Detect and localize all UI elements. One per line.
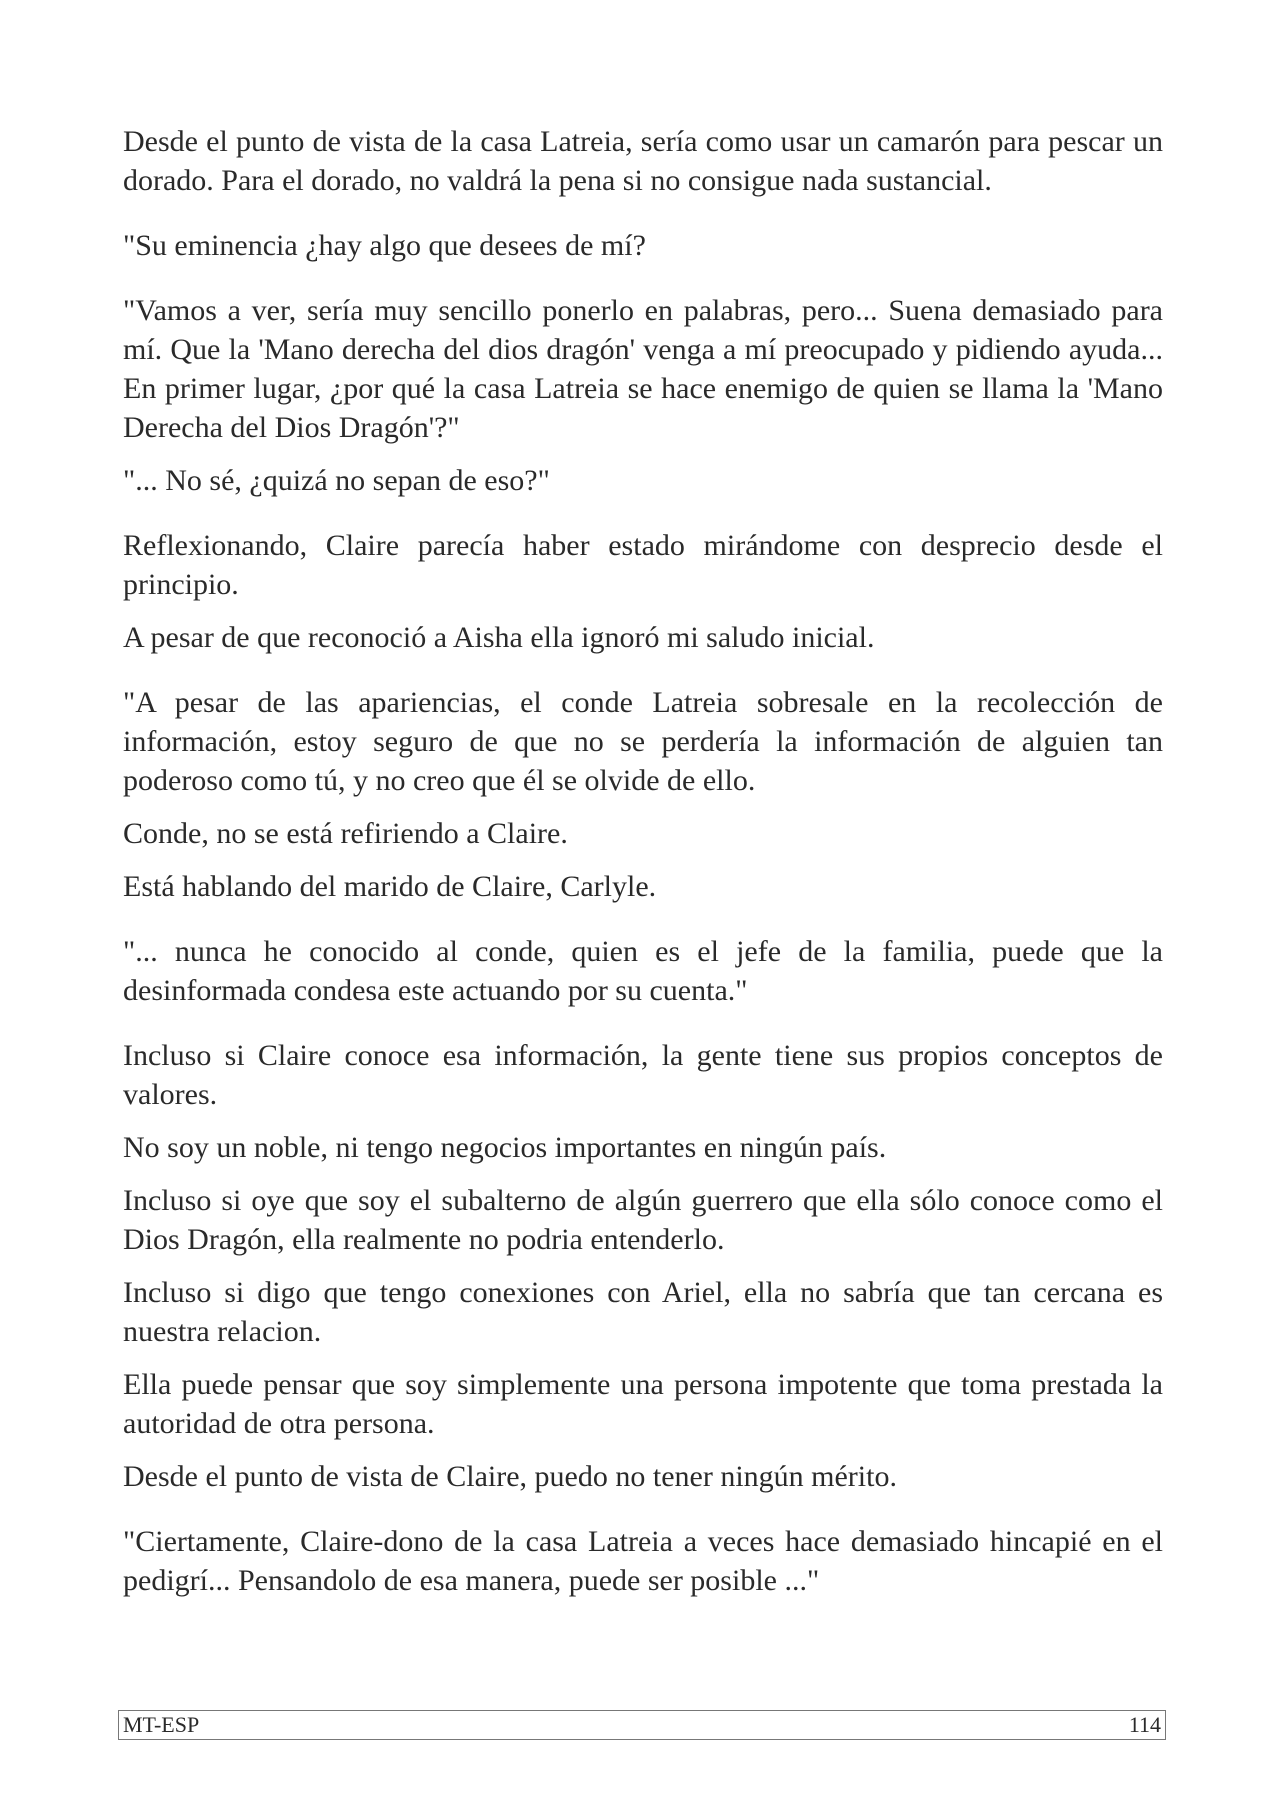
page-body (123, 122, 1163, 1600)
paragraph: "... nunca he conocido al conde, quien es el jefe de la familia, puede que la desinformada condesa este actuando por su cuenta." (123, 935, 1163, 1007)
paragraph: Incluso si Claire conoce esa información, la gente tiene sus propios conceptos de valores. (123, 1039, 1163, 1111)
paragraph: "Su eminencia ¿hay algo que desees de mí? (123, 229, 646, 262)
paragraph: "Vamos a ver, sería muy sencillo ponerlo en palabras, pero... Suena demasiado para mí. Que la 'Mano derecha del dios dragón' venga a mí preocupado y pidiendo ayuda... En primer lugar, ¿por qué la casa Latreia se hace enemigo de quien se llama la 'Mano Derecha del Dios Dragón'?" (123, 294, 1163, 444)
paragraph: "... No sé, ¿quizá no sepan de eso?" (123, 464, 550, 497)
paragraph: "Ciertamente, Claire-dono de la casa Latreia a veces hace demasiado hincapié en el pedigrí... Pensandolo de esa manera, puede ser posible ..." (123, 1525, 1163, 1597)
footer-label: MT-ESP (123, 1712, 200, 1737)
paragraph: "A pesar de las apariencias, el conde Latreia sobresale en la recolección de información, estoy seguro de que no se perdería la información de alguien tan poderoso como tú, y no creo que él se olvide de ello. (123, 686, 1163, 797)
paragraph: Reflexionando, Claire parecía haber estado mirándome con desprecio desde el principio. (123, 529, 1163, 601)
page-footer (118, 1710, 1166, 1740)
paragraph: Desde el punto de vista de la casa Latreia, sería como usar un camarón para pescar un dorado. Para el dorado, no valdrá la pena si no consigue nada sustancial. (123, 125, 1163, 197)
paragraph: Ella puede pensar que soy simplemente una persona impotente que toma prestada la autoridad de otra persona. (123, 1368, 1163, 1440)
paragraph: Desde el punto de vista de Claire, puedo no tener ningún mérito. (123, 1460, 897, 1493)
paragraph: Está hablando del marido de Claire, Carlyle. (123, 870, 657, 903)
paragraph: A pesar de que reconoció a Aisha ella ignoró mi saludo inicial. (123, 621, 875, 654)
page-number: 114 (1128, 1712, 1161, 1737)
paragraph: Conde, no se está refiriendo a Claire. (123, 817, 568, 850)
paragraph: No soy un noble, ni tengo negocios importantes en ningún país. (123, 1131, 887, 1164)
paragraph: Incluso si oye que soy el subalterno de algún guerrero que ella sólo conoce como el Dios Dragón, ella realmente no podria entenderlo. (123, 1184, 1163, 1256)
paragraph: Incluso si digo que tengo conexiones con Ariel, ella no sabría que tan cercana es nuestra relacion. (123, 1276, 1163, 1348)
